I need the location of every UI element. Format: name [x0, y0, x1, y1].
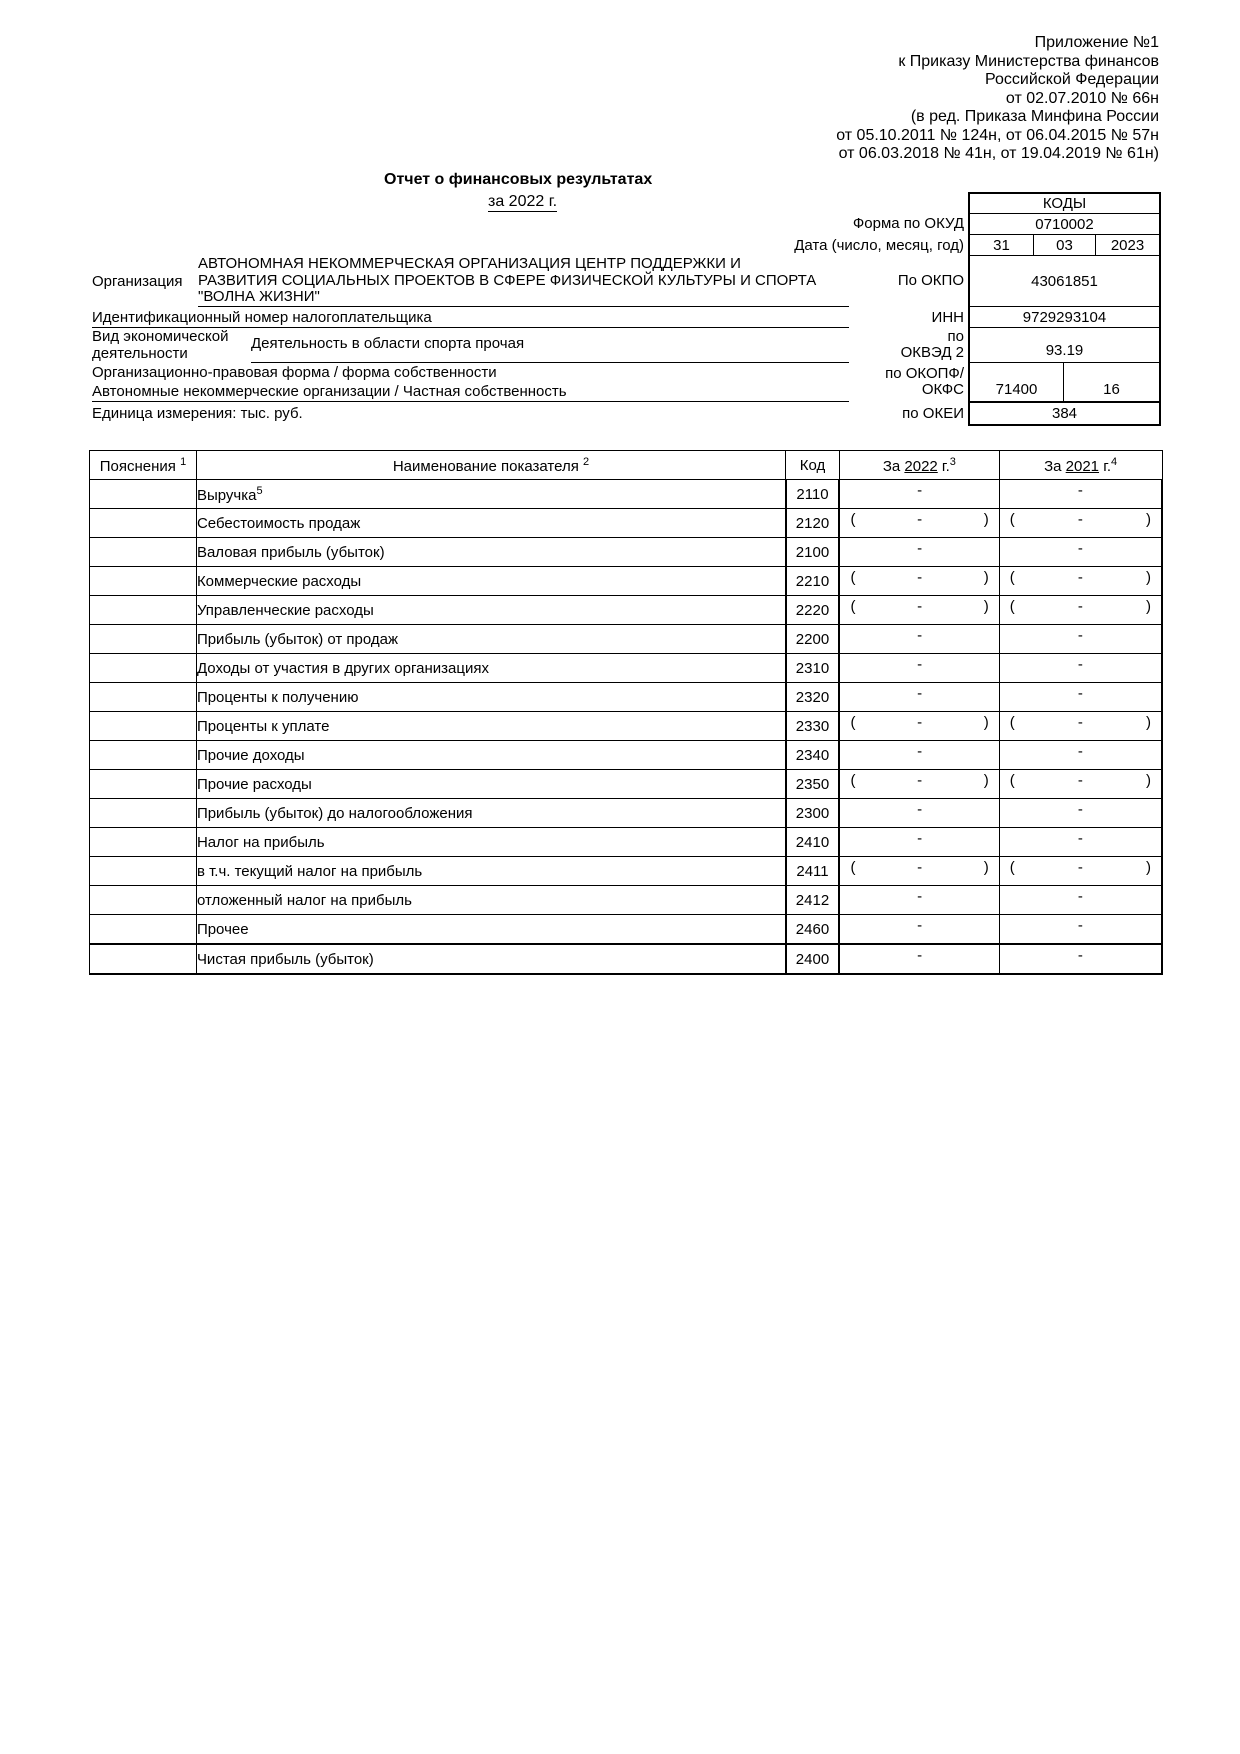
previous-year-value: ( ) - [999, 509, 1162, 538]
table-header-row [90, 451, 1163, 480]
okopf-label-1: по ОКОПФ/ [885, 365, 964, 382]
previous-year-value: - [999, 480, 1162, 509]
org-name-line: "ВОЛНА ЖИЗНИ" [198, 288, 320, 305]
previous-year-value: - [999, 625, 1162, 654]
notes-cell [90, 480, 197, 509]
org-name [198, 256, 816, 306]
legal-form-underline [92, 401, 849, 402]
indicator-name: Налог на прибыль [196, 828, 785, 857]
notes-cell [90, 886, 197, 915]
okved-value: 93.19 [970, 328, 1159, 363]
org-label: Организация [92, 273, 183, 290]
table-row [90, 538, 1163, 567]
previous-year-value: - [999, 799, 1162, 828]
indicator-code: 2330 [786, 712, 840, 741]
okud-label: Форма по ОКУД [852, 215, 964, 232]
current-year-value: - [839, 480, 999, 509]
indicator-name: Проценты к уплате [196, 712, 785, 741]
name-header: Наименование показателя $^2$ [196, 451, 785, 480]
okved-label-1: по [947, 328, 964, 345]
indicator-code: 2400 [786, 944, 840, 974]
code-header: Код [786, 451, 840, 480]
report-title: Отчет о финансовых результатах [384, 171, 653, 188]
indicator-code: 2120 [786, 509, 840, 538]
table-row [90, 741, 1163, 770]
previous-year-value: - [999, 915, 1162, 945]
current-year-value: - [839, 944, 999, 974]
current-year-value: ( ) - [839, 712, 999, 741]
previous-year-value: - [999, 654, 1162, 683]
current-year-value: ( ) - [839, 509, 999, 538]
indicator-code: 2412 [786, 886, 840, 915]
okopf-label-2: ОКФС [921, 381, 964, 398]
indicator-name: Валовая прибыль (убыток) [196, 538, 785, 567]
current-year-value: - [839, 625, 999, 654]
indicator-name: Прочие расходы [196, 770, 785, 799]
indicator-code: 2410 [786, 828, 840, 857]
table-row [90, 828, 1163, 857]
current-year-value: ( ) - [839, 857, 999, 886]
table-row [90, 654, 1163, 683]
table-row [90, 799, 1163, 828]
indicator-code: 2460 [786, 915, 840, 945]
okpo-value: 43061851 [970, 256, 1159, 307]
inn-value: 9729293104 [970, 307, 1159, 328]
indicator-code: 2340 [786, 741, 840, 770]
current-year-value: - [839, 654, 999, 683]
indicator-code: 2300 [786, 799, 840, 828]
notes-cell [90, 770, 197, 799]
appendix-line: от 02.07.2010 № 66н [1005, 89, 1159, 107]
codes-header: КОДЫ [970, 193, 1159, 214]
previous-year-header: За 2021 г.$^4$ [999, 451, 1162, 480]
org-underline [198, 306, 849, 307]
org-name-line: АВТОНОМНАЯ НЕКОММЕРЧЕСКАЯ ОРГАНИЗАЦИЯ ЦЕНТР ПОДДЕРЖКИ И [198, 255, 741, 272]
previous-year-value: - [999, 886, 1162, 915]
indicator-code: 2310 [786, 654, 840, 683]
current-year-value: - [839, 828, 999, 857]
previous-year-value: - [999, 741, 1162, 770]
indicator-code: 2200 [786, 625, 840, 654]
notes-cell [90, 654, 197, 683]
appendix-reference [836, 34, 1159, 164]
notes-cell [90, 828, 197, 857]
indicator-name: Выручка$^5$ [196, 480, 785, 509]
table-row [90, 596, 1163, 625]
notes-cell [90, 712, 197, 741]
okpo-label: По ОКПО [897, 272, 964, 289]
notes-cell [90, 915, 197, 945]
current-year-header: За 2022 г.$^3$ [839, 451, 999, 480]
inn-code-label: ИНН [931, 309, 964, 326]
current-year-value: - [839, 683, 999, 712]
activity-label-1: Вид экономической [92, 328, 229, 345]
okved-label-2: ОКВЭД 2 [900, 344, 964, 361]
appendix-line: Приложение №1 [1034, 34, 1159, 51]
current-year-value: - [839, 741, 999, 770]
notes-cell [90, 538, 197, 567]
okopf-value: 71400 [970, 363, 1064, 403]
appendix-line: Российской Федерации [985, 71, 1159, 88]
indicator-name: Прочие доходы [196, 741, 785, 770]
indicator-name: в т.ч. текущий налог на прибыль [196, 857, 785, 886]
indicator-code: 2220 [786, 596, 840, 625]
table-row [90, 770, 1163, 799]
notes-cell [90, 944, 197, 974]
current-year-value: ( ) - [839, 596, 999, 625]
table-row [90, 567, 1163, 596]
notes-cell [90, 799, 197, 828]
current-year-value: - [839, 886, 999, 915]
previous-year-value: ( ) - [999, 857, 1162, 886]
previous-year-value: - [999, 538, 1162, 567]
financial-results-table [89, 450, 1163, 975]
indicator-code: 2110 [786, 480, 840, 509]
table-row [90, 886, 1163, 915]
indicator-code: 2100 [786, 538, 840, 567]
activity-value: Деятельность в области спорта прочая [251, 335, 525, 352]
table-row [90, 625, 1163, 654]
okud-value: 0710002 [970, 214, 1159, 235]
appendix-line: к Приказу Министерства финансов [898, 52, 1159, 70]
indicator-name: Проценты к получению [196, 683, 785, 712]
notes-header: Пояснения $^1$ [90, 451, 197, 480]
table-row [90, 857, 1163, 886]
indicator-name: Прибыль (убыток) до налогообложения [196, 799, 785, 828]
notes-cell [90, 567, 197, 596]
current-year-value: ( ) - [839, 567, 999, 596]
table-row [90, 480, 1163, 509]
inn-label: Идентификационный номер налогоплательщика [92, 309, 432, 326]
activity-label-2: деятельности [92, 345, 188, 362]
current-year-value: ( ) - [839, 770, 999, 799]
previous-year-value: ( ) - [999, 712, 1162, 741]
indicator-name: Себестоимость продаж [196, 509, 785, 538]
date-day: 31 [970, 235, 1034, 256]
indicator-name: отложенный налог на прибыль [196, 886, 785, 915]
current-year-value: - [839, 799, 999, 828]
table-row [90, 509, 1163, 538]
okfs-value: 16 [1064, 363, 1159, 403]
indicator-name: Управленческие расходы [196, 596, 785, 625]
table-row [90, 944, 1163, 974]
previous-year-value: - [999, 683, 1162, 712]
indicator-code: 2411 [786, 857, 840, 886]
notes-cell [90, 596, 197, 625]
okei-value: 384 [1051, 405, 1078, 422]
table-row [90, 915, 1163, 945]
table-row [90, 683, 1163, 712]
notes-cell [90, 741, 197, 770]
previous-year-value: - [999, 828, 1162, 857]
previous-year-value: ( ) - [999, 596, 1162, 625]
indicator-name: Коммерческие расходы [196, 567, 785, 596]
legal-form-value: Автономные некоммерческие организации / Частная собственность [92, 383, 567, 400]
table-row [90, 712, 1163, 741]
appendix-line: (в ред. Приказа Минфина России [910, 108, 1159, 125]
notes-cell [90, 509, 197, 538]
report-period: за 2022 г. [488, 193, 558, 210]
appendix-line: от 05.10.2011 № 124н, от 06.04.2015 № 57н [836, 126, 1159, 144]
current-year-value: - [839, 915, 999, 945]
notes-cell [90, 683, 197, 712]
date-month: 03 [1034, 235, 1096, 256]
org-name-line: РАЗВИТИЯ СОЦИАЛЬНЫХ ПРОЕКТОВ В СФЕРЕ ФИЗИЧЕСКОЙ КУЛЬТУРЫ И СПОРТА [198, 271, 817, 289]
appendix-line: от 06.03.2018 № 41н, от 19.04.2019 № 61н) [838, 145, 1159, 162]
indicator-name: Доходы от участия в других организациях [196, 654, 785, 683]
previous-year-value: - [999, 944, 1162, 974]
date-label: Дата (число, месяц, год) [794, 237, 964, 254]
indicator-name: Прочее [196, 915, 785, 945]
indicator-name: Прибыль (убыток) от продаж [196, 625, 785, 654]
unit-label: Единица измерения: тыс. руб. [92, 405, 303, 422]
previous-year-value: ( ) - [999, 567, 1162, 596]
okei-label: по ОКЕИ [902, 405, 964, 422]
indicator-code: 2210 [786, 567, 840, 596]
indicator-code: 2320 [786, 683, 840, 712]
activity-underline [251, 362, 849, 363]
date-year: 2023 [1096, 235, 1159, 256]
indicator-code: 2350 [786, 770, 840, 799]
notes-cell [90, 625, 197, 654]
notes-cell [90, 857, 197, 886]
legal-form-label: Организационно-правовая форма / форма собственности [92, 364, 497, 381]
indicator-name: Чистая прибыль (убыток) [196, 944, 785, 974]
previous-year-value: ( ) - [999, 770, 1162, 799]
current-year-value: - [839, 538, 999, 567]
